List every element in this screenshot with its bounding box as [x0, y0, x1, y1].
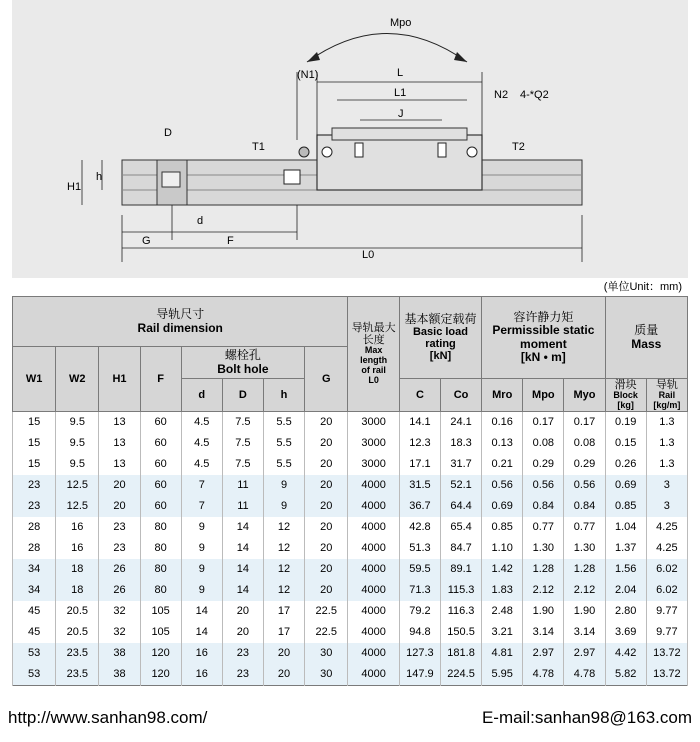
- header-basic-load: 基本额定载荷 Basic load rating [kN]: [399, 297, 481, 379]
- cell-mro: 5.95: [482, 664, 523, 686]
- cell-D: 14: [222, 559, 263, 580]
- label-F: F: [227, 235, 234, 247]
- header-d-big: D: [222, 379, 263, 412]
- cell-h: 5.5: [263, 411, 304, 433]
- cell-mpo: 0.29: [523, 454, 564, 475]
- cell-d: 16: [181, 664, 222, 686]
- cell-co: 181.8: [440, 643, 481, 664]
- cell-g: 20: [305, 411, 348, 433]
- cell-l0: 3000: [348, 454, 399, 475]
- label-n1: (N1): [297, 69, 319, 81]
- cell-d: 9: [181, 517, 222, 538]
- cell-rail: 1.3: [646, 454, 687, 475]
- cell-w2: 20.5: [56, 601, 99, 622]
- cell-w1: 53: [13, 664, 56, 686]
- cell-f: 80: [140, 559, 181, 580]
- cell-D: 11: [222, 496, 263, 517]
- cell-g: 20: [305, 517, 348, 538]
- label-l1: L1: [394, 87, 407, 99]
- cell-l0: 3000: [348, 411, 399, 433]
- cell-c: 147.9: [399, 664, 440, 686]
- table-row: [13, 411, 688, 433]
- cell-mpo: 3.14: [523, 622, 564, 643]
- cell-co: 115.3: [440, 580, 481, 601]
- cell-D: 20: [222, 622, 263, 643]
- cell-h1: 26: [99, 559, 140, 580]
- cell-g: 20: [305, 454, 348, 475]
- cell-rail: 6.02: [646, 580, 687, 601]
- cell-w1: 45: [13, 622, 56, 643]
- cell-h1: 13: [99, 433, 140, 454]
- table-row: [13, 517, 688, 538]
- label-G: G: [142, 235, 151, 247]
- cell-w2: 12.5: [56, 475, 99, 496]
- cell-d: 9: [181, 559, 222, 580]
- cell-rail: 13.72: [646, 664, 687, 686]
- table-row: [13, 601, 688, 622]
- cell-d: 9: [181, 580, 222, 601]
- label-mpo: Mpo: [390, 17, 412, 29]
- cell-l0: 4000: [348, 643, 399, 664]
- header-mpo: Mpo: [523, 379, 564, 412]
- cell-w2: 16: [56, 517, 99, 538]
- cell-h1: 13: [99, 411, 140, 433]
- cell-h: 12: [263, 517, 304, 538]
- table-row: [13, 496, 688, 517]
- cell-mpo: 0.17: [523, 411, 564, 433]
- cell-c: 17.1: [399, 454, 440, 475]
- cell-c: 94.8: [399, 622, 440, 643]
- cell-w1: 15: [13, 454, 56, 475]
- header-myo: Myo: [564, 379, 605, 412]
- cell-rail: 6.02: [646, 559, 687, 580]
- cell-D: 7.5: [222, 411, 263, 433]
- cell-g: 20: [305, 433, 348, 454]
- table-row: [13, 538, 688, 559]
- cell-block: 4.42: [605, 643, 646, 664]
- header-d-small: d: [181, 379, 222, 412]
- cell-D: 20: [222, 601, 263, 622]
- cell-h: 12: [263, 538, 304, 559]
- cell-D: 11: [222, 475, 263, 496]
- cell-mpo: 1.90: [523, 601, 564, 622]
- cell-d: 7: [181, 496, 222, 517]
- cell-co: 24.1: [440, 411, 481, 433]
- cell-c: 51.3: [399, 538, 440, 559]
- cell-w2: 9.5: [56, 454, 99, 475]
- cell-co: 52.1: [440, 475, 481, 496]
- cell-c: 12.3: [399, 433, 440, 454]
- cell-d: 14: [181, 622, 222, 643]
- cell-mro: 0.13: [482, 433, 523, 454]
- table-row: [13, 433, 688, 454]
- cell-myo: 2.12: [564, 580, 605, 601]
- cell-mpo: 2.12: [523, 580, 564, 601]
- cell-g: 22.5: [305, 622, 348, 643]
- header-w2: W2: [56, 347, 99, 412]
- cell-myo: 0.17: [564, 411, 605, 433]
- cell-mpo: 2.97: [523, 643, 564, 664]
- cell-f: 120: [140, 664, 181, 686]
- cell-rail: 3: [646, 475, 687, 496]
- cell-rail: 4.25: [646, 517, 687, 538]
- cell-D: 23: [222, 664, 263, 686]
- label-L0: L0: [362, 249, 375, 261]
- cell-rail: 13.72: [646, 643, 687, 664]
- cell-w2: 23.5: [56, 664, 99, 686]
- cell-mro: 0.21: [482, 454, 523, 475]
- cell-h1: 13: [99, 454, 140, 475]
- label-d: d: [197, 215, 204, 227]
- cell-h1: 38: [99, 664, 140, 686]
- cell-mpo: 4.78: [523, 664, 564, 686]
- header-c: C: [399, 379, 440, 412]
- cell-w1: 28: [13, 517, 56, 538]
- cell-h1: 32: [99, 622, 140, 643]
- cell-w1: 15: [13, 411, 56, 433]
- cell-mro: 0.16: [482, 411, 523, 433]
- cell-myo: 3.14: [564, 622, 605, 643]
- cell-h: 9: [263, 496, 304, 517]
- header-mro: Mro: [482, 379, 523, 412]
- cell-myo: 0.29: [564, 454, 605, 475]
- cell-g: 20: [305, 496, 348, 517]
- cell-w1: 45: [13, 601, 56, 622]
- cell-block: 0.19: [605, 411, 646, 433]
- cell-mro: 4.81: [482, 643, 523, 664]
- table-row: [13, 559, 688, 580]
- table-row: [13, 580, 688, 601]
- cell-l0: 4000: [348, 538, 399, 559]
- cell-block: 1.04: [605, 517, 646, 538]
- cell-h: 17: [263, 622, 304, 643]
- cell-w2: 9.5: [56, 411, 99, 433]
- cell-D: 14: [222, 538, 263, 559]
- cell-block: 1.56: [605, 559, 646, 580]
- cell-co: 18.3: [440, 433, 481, 454]
- cell-c: 42.8: [399, 517, 440, 538]
- cell-f: 60: [140, 475, 181, 496]
- cell-mro: 1.42: [482, 559, 523, 580]
- header-rail-dimension: 导轨尺寸 Rail dimension: [13, 297, 348, 347]
- cell-h: 12: [263, 580, 304, 601]
- cell-h: 20: [263, 664, 304, 686]
- cell-D: 7.5: [222, 454, 263, 475]
- label-D: D: [164, 127, 172, 139]
- cell-f: 80: [140, 538, 181, 559]
- rail-spec-table: [12, 296, 688, 686]
- cell-mro: 0.85: [482, 517, 523, 538]
- cell-co: 31.7: [440, 454, 481, 475]
- cell-g: 30: [305, 664, 348, 686]
- cell-c: 71.3: [399, 580, 440, 601]
- cell-c: 127.3: [399, 643, 440, 664]
- cell-d: 4.5: [181, 411, 222, 433]
- cell-g: 20: [305, 580, 348, 601]
- cell-mpo: 1.30: [523, 538, 564, 559]
- cell-myo: 2.97: [564, 643, 605, 664]
- cell-c: 36.7: [399, 496, 440, 517]
- cell-w2: 9.5: [56, 433, 99, 454]
- cell-rail: 1.3: [646, 433, 687, 454]
- label-q2: 4-*Q2: [520, 89, 549, 101]
- cell-D: 23: [222, 643, 263, 664]
- table-row: [13, 664, 688, 686]
- cell-rail: 4.25: [646, 538, 687, 559]
- header-static-moment: 容许静力矩 Permissible static moment [kN • m]: [482, 297, 605, 379]
- cell-l0: 3000: [348, 433, 399, 454]
- cell-block: 0.69: [605, 475, 646, 496]
- cell-h1: 20: [99, 475, 140, 496]
- header-rail: 导轨 Rail [kg/m]: [646, 379, 687, 412]
- table-row: [13, 622, 688, 643]
- cell-h1: 26: [99, 580, 140, 601]
- label-H1: H1: [67, 181, 82, 193]
- header-max-length: 导轨最大长度 Max length of rail L0: [348, 297, 399, 412]
- cell-l0: 4000: [348, 622, 399, 643]
- table-body: [13, 411, 688, 685]
- cell-w1: 23: [13, 475, 56, 496]
- table-row: [13, 454, 688, 475]
- cell-d: 4.5: [181, 433, 222, 454]
- cell-d: 4.5: [181, 454, 222, 475]
- cell-mpo: 0.08: [523, 433, 564, 454]
- cell-w1: 28: [13, 538, 56, 559]
- cell-mro: 2.48: [482, 601, 523, 622]
- cell-co: 65.4: [440, 517, 481, 538]
- cell-h: 9: [263, 475, 304, 496]
- cell-g: 30: [305, 643, 348, 664]
- cell-c: 59.5: [399, 559, 440, 580]
- cell-block: 2.80: [605, 601, 646, 622]
- cell-f: 80: [140, 580, 181, 601]
- cell-myo: 0.77: [564, 517, 605, 538]
- cell-myo: 0.08: [564, 433, 605, 454]
- header-w1: W1: [13, 347, 56, 412]
- cell-h1: 23: [99, 538, 140, 559]
- cell-myo: 1.90: [564, 601, 605, 622]
- cell-co: 116.3: [440, 601, 481, 622]
- cell-mpo: 1.28: [523, 559, 564, 580]
- cell-w2: 20.5: [56, 622, 99, 643]
- header-h1: H1: [99, 347, 140, 412]
- cell-g: 20: [305, 559, 348, 580]
- cell-myo: 4.78: [564, 664, 605, 686]
- cell-h: 17: [263, 601, 304, 622]
- cell-D: 14: [222, 517, 263, 538]
- cell-d: 16: [181, 643, 222, 664]
- cell-D: 14: [222, 580, 263, 601]
- header-bolt-hole: 螺栓孔 Bolt hole: [181, 347, 304, 379]
- cell-rail: 1.3: [646, 411, 687, 433]
- cell-block: 0.26: [605, 454, 646, 475]
- footer-url[interactable]: http://www.sanhan98.com/: [8, 708, 208, 727]
- cell-w1: 15: [13, 433, 56, 454]
- label-t1: T1: [252, 141, 265, 153]
- cell-D: 7.5: [222, 433, 263, 454]
- cell-c: 31.5: [399, 475, 440, 496]
- cell-mro: 1.83: [482, 580, 523, 601]
- cell-l0: 4000: [348, 664, 399, 686]
- cell-h1: 32: [99, 601, 140, 622]
- cell-f: 60: [140, 433, 181, 454]
- cell-mro: 1.10: [482, 538, 523, 559]
- cell-w1: 53: [13, 643, 56, 664]
- cell-g: 20: [305, 475, 348, 496]
- cell-mro: 3.21: [482, 622, 523, 643]
- technical-drawing: [12, 0, 688, 278]
- cell-h: 20: [263, 643, 304, 664]
- cell-w2: 12.5: [56, 496, 99, 517]
- cell-l0: 4000: [348, 517, 399, 538]
- label-t2: T2: [512, 141, 525, 153]
- cell-myo: 0.84: [564, 496, 605, 517]
- header-block: 滑块 Block [kg]: [605, 379, 646, 412]
- cell-co: 64.4: [440, 496, 481, 517]
- header-h-small: h: [263, 379, 304, 412]
- cell-mro: 0.69: [482, 496, 523, 517]
- cell-l0: 4000: [348, 601, 399, 622]
- cell-h1: 23: [99, 517, 140, 538]
- cell-d: 9: [181, 538, 222, 559]
- cell-co: 224.5: [440, 664, 481, 686]
- cell-c: 14.1: [399, 411, 440, 433]
- cell-block: 5.82: [605, 664, 646, 686]
- cell-mpo: 0.84: [523, 496, 564, 517]
- cell-w2: 18: [56, 559, 99, 580]
- header-g: G: [305, 347, 348, 412]
- unit-note: (单位Unit：mm): [603, 281, 682, 293]
- cell-block: 2.04: [605, 580, 646, 601]
- cell-myo: 0.56: [564, 475, 605, 496]
- cell-l0: 4000: [348, 580, 399, 601]
- cell-w1: 34: [13, 559, 56, 580]
- cell-block: 0.15: [605, 433, 646, 454]
- cell-h: 5.5: [263, 433, 304, 454]
- cell-w1: 34: [13, 580, 56, 601]
- cell-co: 84.7: [440, 538, 481, 559]
- cell-h: 12: [263, 559, 304, 580]
- cell-rail: 9.77: [646, 601, 687, 622]
- cell-g: 22.5: [305, 601, 348, 622]
- cell-w2: 18: [56, 580, 99, 601]
- cell-c: 79.2: [399, 601, 440, 622]
- cell-myo: 1.28: [564, 559, 605, 580]
- cell-f: 80: [140, 517, 181, 538]
- table-row: [13, 475, 688, 496]
- cell-co: 89.1: [440, 559, 481, 580]
- cell-f: 60: [140, 496, 181, 517]
- cell-block: 1.37: [605, 538, 646, 559]
- cell-f: 60: [140, 454, 181, 475]
- label-n2: N2: [494, 89, 509, 101]
- cell-f: 105: [140, 622, 181, 643]
- cell-mro: 0.56: [482, 475, 523, 496]
- cell-myo: 1.30: [564, 538, 605, 559]
- cell-block: 3.69: [605, 622, 646, 643]
- cell-h: 5.5: [263, 454, 304, 475]
- cell-co: 150.5: [440, 622, 481, 643]
- cell-mpo: 0.77: [523, 517, 564, 538]
- cell-h1: 20: [99, 496, 140, 517]
- cell-block: 0.85: [605, 496, 646, 517]
- cell-g: 20: [305, 538, 348, 559]
- cell-d: 7: [181, 475, 222, 496]
- cell-f: 120: [140, 643, 181, 664]
- header-co: Co: [440, 379, 481, 412]
- cell-l0: 4000: [348, 475, 399, 496]
- footer-email[interactable]: E-mail:sanhan98@163.com: [481, 708, 692, 727]
- cell-w2: 16: [56, 538, 99, 559]
- table-row: [13, 643, 688, 664]
- cell-f: 60: [140, 411, 181, 433]
- cell-h1: 38: [99, 643, 140, 664]
- cell-l0: 4000: [348, 559, 399, 580]
- label-j: J: [398, 108, 404, 120]
- label-h: h: [96, 171, 103, 183]
- cell-f: 105: [140, 601, 181, 622]
- cell-w2: 23.5: [56, 643, 99, 664]
- header-mass: 质量 Mass: [605, 297, 687, 379]
- cell-d: 14: [181, 601, 222, 622]
- header-f: F: [140, 347, 181, 412]
- label-l: L: [397, 67, 404, 79]
- mpo-arc: [307, 34, 467, 63]
- cell-rail: 9.77: [646, 622, 687, 643]
- cell-l0: 4000: [348, 496, 399, 517]
- cell-w1: 23: [13, 496, 56, 517]
- cell-mpo: 0.56: [523, 475, 564, 496]
- cell-rail: 3: [646, 496, 687, 517]
